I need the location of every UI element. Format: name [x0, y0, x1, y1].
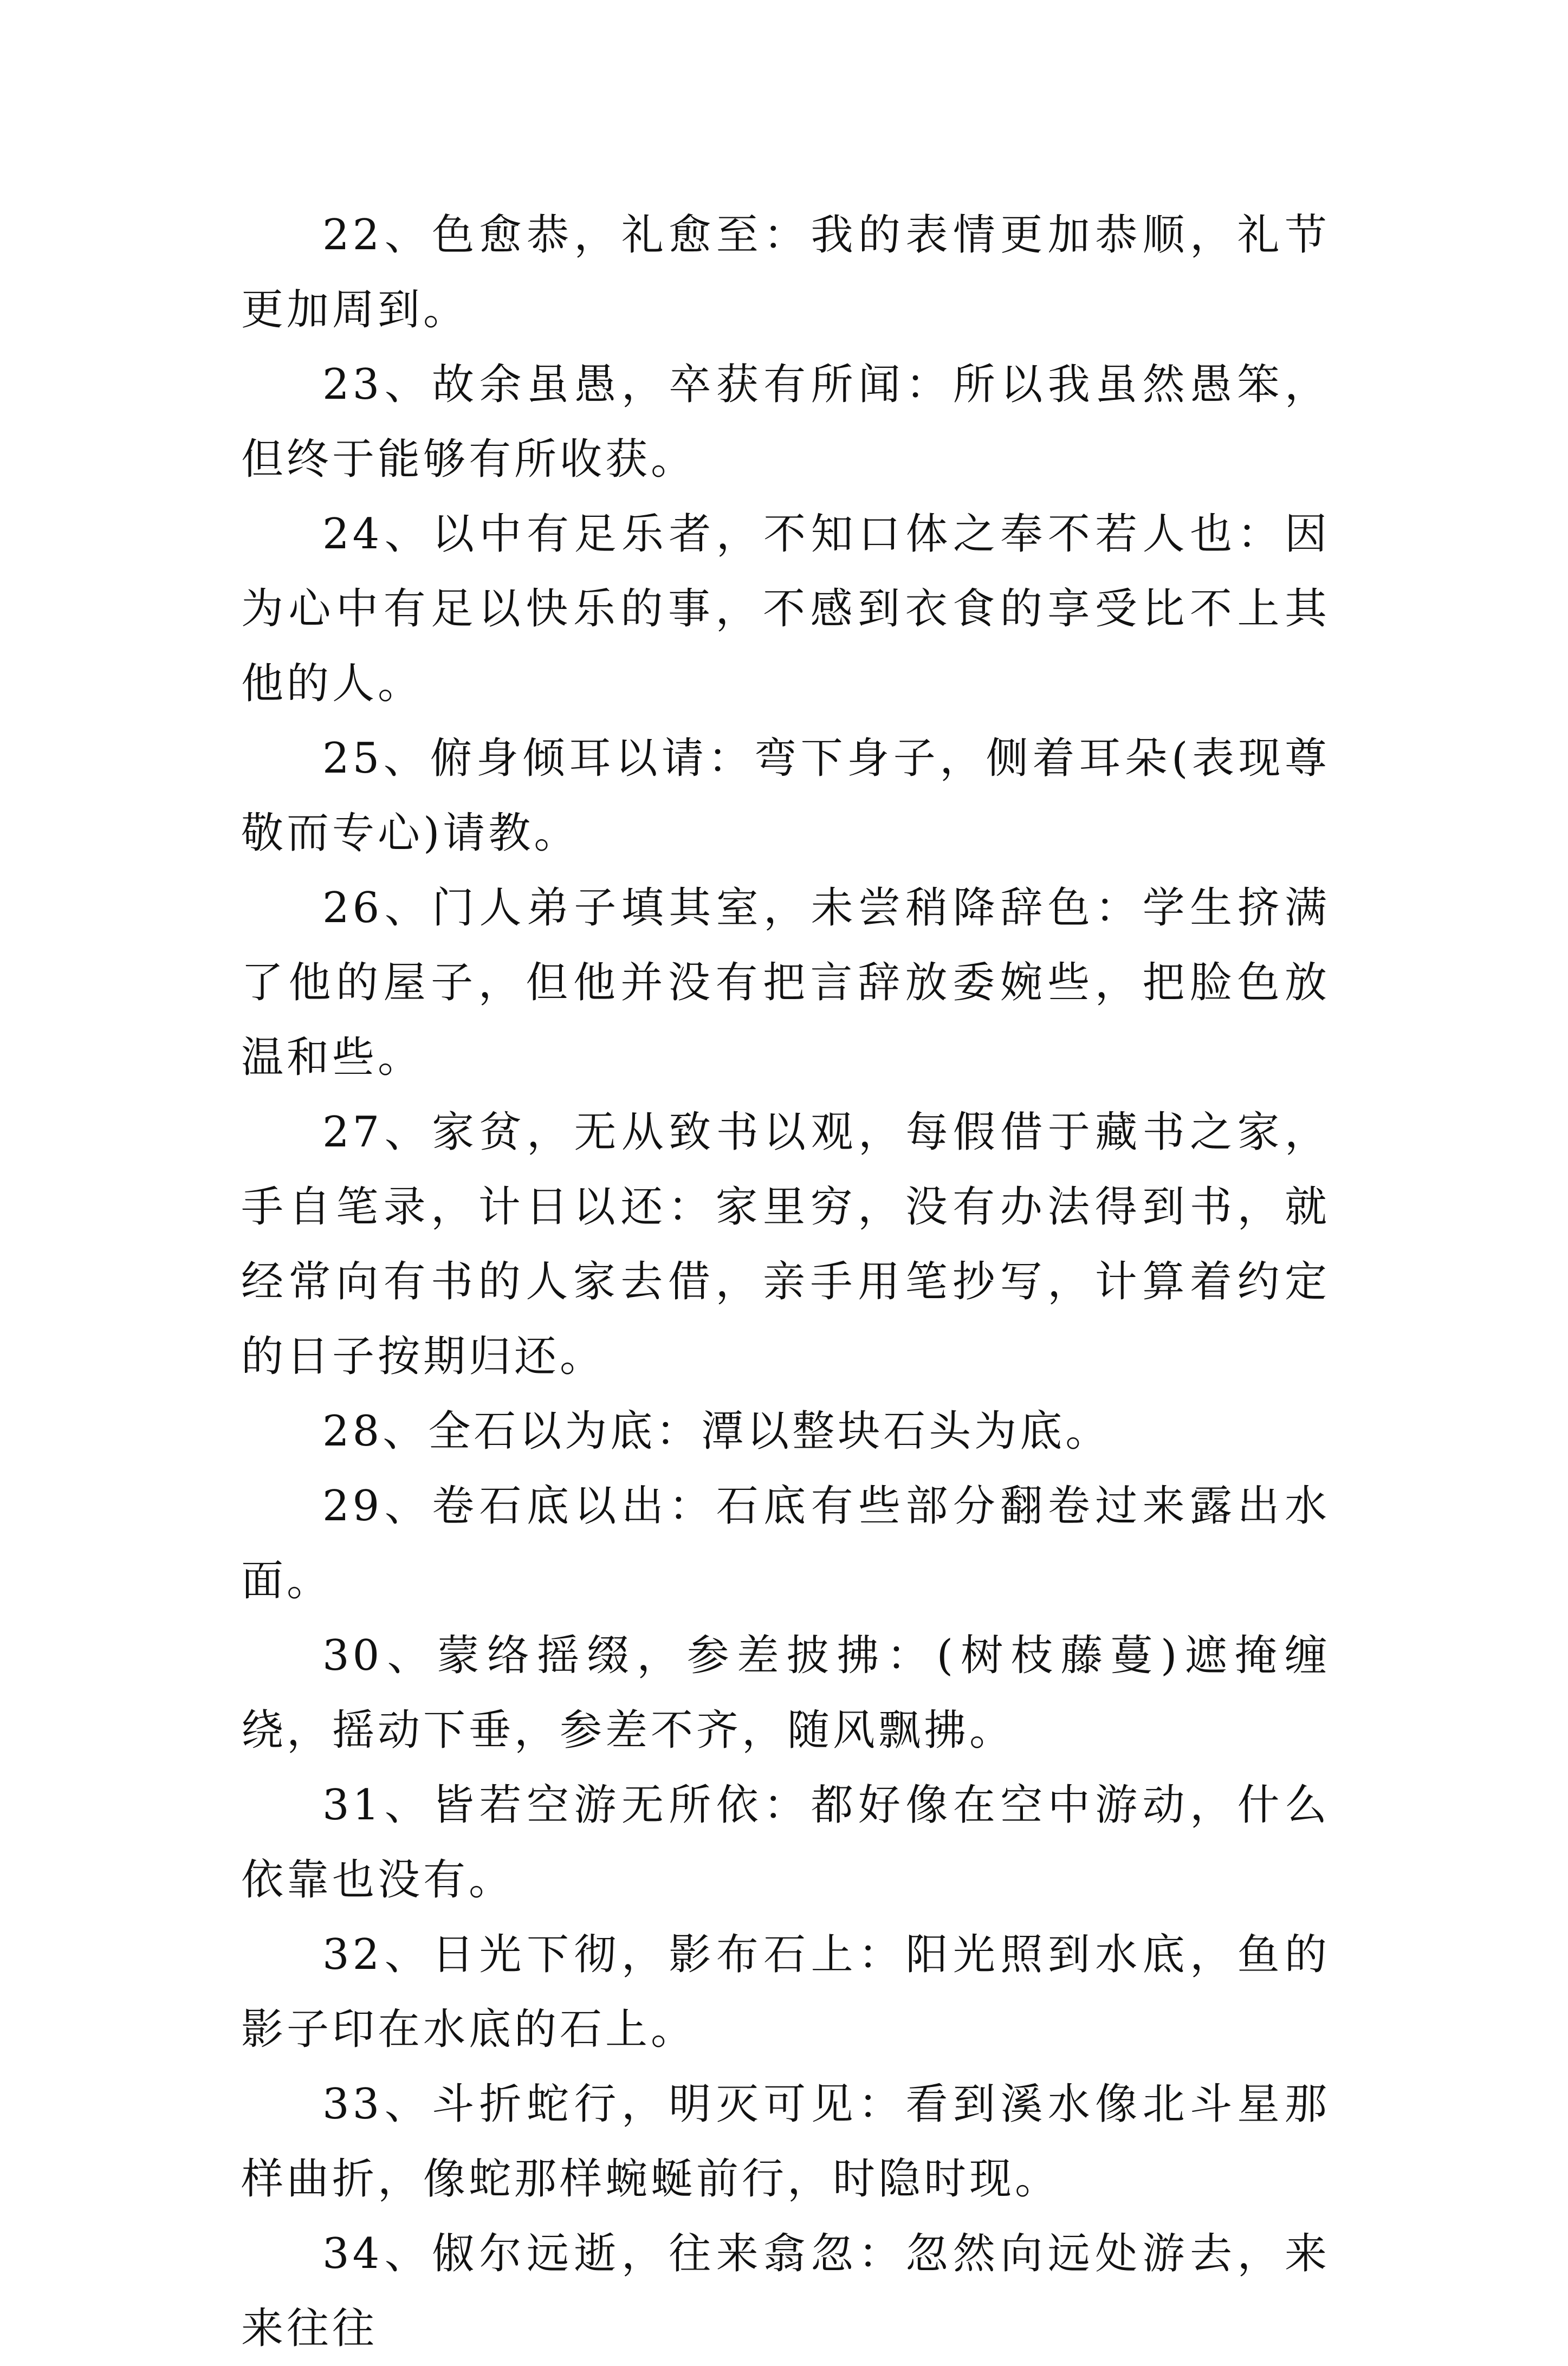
- paragraph-30: 30、蒙络摇缀，参差披拂：(树枝藤蔓)遮掩缠绕，摇动下垂，参差不齐，随风飘拂。: [241, 1631, 1330, 1755]
- paragraph-23: 23、故余虽愚，卒获有所闻：所以我虽然愚笨，但终于能够有所收获。: [241, 360, 1330, 484]
- paragraph-27: 27、家贫，无从致书以观，每假借于藏书之家，手自笔录，计日以还：家里穷，没有办法得到书，就经常向有书的人家去借，亲手用笔抄写，计算着约定的日子按期归还。: [241, 1108, 1330, 1381]
- paragraph-24: 24、以中有足乐者，不知口体之奉不若人也：因为心中有足以快乐的事，不感到衣食的享受比不上其他的人。: [241, 510, 1330, 708]
- paragraph-32: 32、日光下彻，影布石上：阳光照到水底，鱼的影子印在水底的石上。: [241, 1930, 1330, 2054]
- paragraph-29: 29、卷石底以出：石底有些部分翻卷过来露出水面。: [241, 1482, 1330, 1605]
- body-text: [241, 198, 1330, 2366]
- paragraph-34: 34、俶尔远逝，往来翕忽：忽然向远处游去，来来往往: [241, 2229, 1330, 2353]
- paragraph-33: 33、斗折蛇行，明灭可见：看到溪水像北斗星那样曲折，像蛇那样蜿蜒前行，时隐时现。: [241, 2080, 1330, 2203]
- paragraph-26: 26、门人弟子填其室，未尝稍降辞色：学生挤满了他的屋子，但他并没有把言辞放委婉些，把脸色放温和些。: [241, 884, 1330, 1082]
- paragraph-28: 28、全石以为底：潭以整块石头为底。: [322, 1407, 1111, 1456]
- paragraph-31: 31、皆若空游无所依：都好像在空中游动，什么依靠也没有。: [241, 1781, 1330, 1904]
- paragraph-22: 22、色愈恭，礼愈至：我的表情更加恭顺，礼节更加周到。: [241, 211, 1330, 334]
- paragraph-25: 25、俯身倾耳以请：弯下身子，侧着耳朵(表现尊敬而专心)请教。: [241, 734, 1330, 858]
